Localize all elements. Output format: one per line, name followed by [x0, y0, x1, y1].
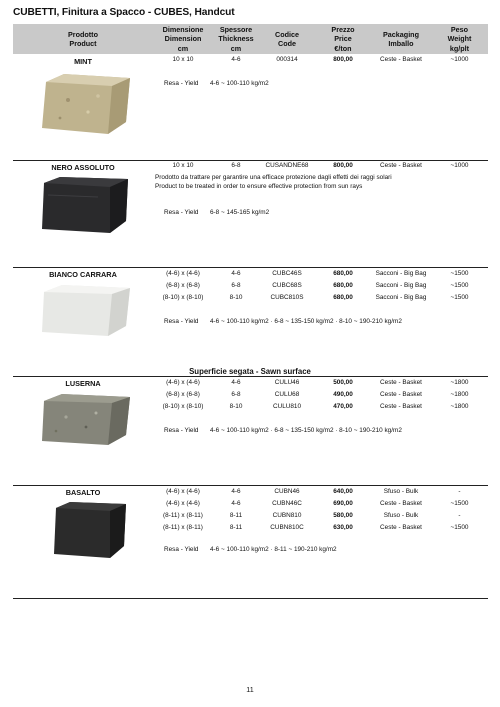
cell-thickness: 4-6 [231, 488, 241, 495]
yield-value: 4-6 ~ 100-110 kg/m2 [210, 80, 269, 87]
cell-weight: ~1500 [450, 500, 469, 507]
cell-price: 500,00 [333, 379, 353, 386]
product-name: BIANCO CARRARA [49, 270, 117, 279]
yield-line [164, 209, 269, 216]
cell-code: CUBC68S [272, 282, 302, 289]
yield-value: 4-6 ~ 100-110 kg/m2 · 6-8 ~ 135-150 kg/m2 · 8-10 ~ 190-210 kg/m2 [210, 318, 402, 325]
cell-weight: ~1500 [450, 524, 469, 531]
cell-thickness: 6-8 [231, 391, 241, 398]
cell-thickness: 8-11 [229, 512, 243, 519]
cell-price: 490,00 [333, 391, 353, 398]
cell-dimension: (4-6) x (4-6) [166, 500, 200, 507]
cell-weight: ~1800 [450, 379, 469, 386]
cell-price: 580,00 [333, 512, 353, 519]
cell-code: CULU810 [272, 403, 302, 410]
cell-code: CUBN46 [274, 488, 300, 495]
cell-dimension: (4-6) x (4-6) [166, 379, 200, 386]
yield-line [164, 318, 402, 325]
cell-dimension: (8-11) x (8-11) [163, 524, 203, 531]
cell-packaging: Ceste - Basket [380, 403, 422, 410]
yield-label: Resa - Yield [164, 209, 199, 216]
cell-price: 800,00 [333, 56, 353, 63]
product-photo-mint [38, 70, 136, 138]
cell-dimension: (8-10) x (8-10) [162, 294, 204, 301]
cell-price: 470,00 [333, 403, 353, 410]
cell-code: CULU68 [274, 391, 300, 398]
cell-price: 630,00 [333, 524, 353, 531]
yield-value: 6-8 ~ 145-165 kg/m2 [210, 209, 270, 216]
product-photo-nero-assoluto [38, 175, 136, 235]
cell-thickness: 4-6 [231, 270, 241, 277]
cell-packaging: Sfuso - Bulk [383, 488, 419, 495]
note-line: Prodotto da trattare per garantire una efficace protezione dagli effetti dei raggi solari [155, 174, 392, 181]
page-title: CUBETTI, Finitura a Spacco - CUBES, Handcut [13, 7, 235, 18]
section-rule [13, 376, 488, 377]
section-subheading: Superficie segata - Sawn surface [189, 367, 311, 376]
yield-label: Resa - Yield [164, 546, 199, 553]
yield-label: Resa - Yield [164, 80, 199, 87]
cell-packaging: Ceste - Basket [380, 500, 422, 507]
cell-packaging: Ceste - Basket [380, 391, 422, 398]
cell-code: CULU46 [274, 379, 300, 386]
product-name: MINT [74, 57, 92, 66]
cell-dimension: (6-8) x (6-8) [166, 282, 200, 289]
cell-price: 800,00 [333, 162, 353, 169]
header-weight: Peso Weight kg/plt [447, 25, 472, 53]
section-rule [13, 267, 488, 268]
yield-value: 4-6 ~ 100-110 kg/m2 · 8-11 ~ 190-210 kg/m2 [210, 546, 337, 553]
cell-packaging: Ceste - Basket [380, 56, 422, 63]
cell-weight: ~1800 [450, 391, 469, 398]
cell-dimension: (4-6) x (4-6) [166, 270, 200, 277]
cell-code: CUBN810 [272, 512, 302, 519]
cell-thickness: 6-8 [231, 162, 241, 169]
section-rule [13, 598, 488, 599]
header-dimension: Dimensione Dimension cm [162, 25, 204, 53]
yield-line [164, 427, 402, 434]
cell-price: 680,00 [333, 294, 353, 301]
yield-label: Resa - Yield [164, 427, 199, 434]
cell-weight: ~1500 [450, 270, 469, 277]
table-header [13, 24, 488, 54]
product-name: LUSERNA [65, 379, 101, 388]
cell-weight: - [458, 512, 461, 519]
yield-line [164, 80, 269, 87]
cell-weight: ~1500 [450, 282, 469, 289]
cell-thickness: 6-8 [231, 282, 241, 289]
yield-line [164, 546, 337, 553]
cell-thickness: 4-6 [231, 56, 241, 63]
cell-packaging: Ceste - Basket [380, 524, 422, 531]
note-line: Product to be treated in order to ensure effective protection from sun rays [155, 182, 363, 190]
cell-weight: ~1800 [450, 403, 469, 410]
cell-dimension: (8-11) x (8-11) [163, 512, 203, 519]
product-photo-bianco-carrara [38, 282, 136, 338]
cell-weight: ~1500 [450, 294, 469, 301]
cell-price: 690,00 [333, 500, 353, 507]
header-packaging: Packaging Imballo [383, 29, 419, 48]
cell-dimension: 10 x 10 [172, 56, 194, 63]
cell-weight: - [458, 488, 461, 495]
cell-packaging: Ceste - Basket [380, 162, 422, 169]
cell-dimension: 10 x 10 [172, 162, 194, 169]
section-rule [13, 485, 488, 486]
cell-packaging: Sacconi - Big Bag [375, 270, 427, 277]
product-name: BASALTO [65, 488, 101, 497]
cell-code: CUBC810S [270, 294, 304, 301]
cell-thickness: 8-10 [229, 403, 243, 410]
product-photo-basalto [50, 500, 132, 560]
header-thickness: Spessore Thickness cm [218, 25, 254, 53]
yield-value: 4-6 ~ 100-110 kg/m2 · 6-8 ~ 135-150 kg/m2 · 8-10 ~ 190-210 kg/m2 [210, 427, 402, 434]
cell-code: CUSANDNE68 [265, 162, 309, 169]
cell-price: 680,00 [333, 282, 353, 289]
cell-thickness: 4-6 [231, 379, 241, 386]
section-rule [13, 160, 488, 161]
cell-code: CUBC46S [272, 270, 302, 277]
cell-price: 640,00 [333, 488, 353, 495]
product-photo-luserna [38, 391, 136, 447]
cell-packaging: Sfuso - Bulk [383, 512, 419, 519]
header-product: Prodotto Product [68, 29, 98, 48]
header-code: Codice Code [275, 29, 299, 48]
cell-code: CUBN46C [272, 500, 302, 507]
cell-dimension: (4-6) x (4-6) [166, 488, 200, 495]
page-number: 11 [246, 685, 254, 694]
cell-thickness: 8-11 [229, 524, 243, 531]
cell-weight: ~1000 [450, 56, 469, 63]
cell-thickness: 4-6 [231, 500, 241, 507]
cell-price: 680,00 [333, 270, 353, 277]
cell-code: 000314 [276, 56, 298, 63]
cell-packaging: Sacconi - Big Bag [375, 294, 427, 301]
cell-weight: ~1000 [450, 162, 469, 169]
cell-thickness: 8-10 [229, 294, 243, 301]
cell-packaging: Sacconi - Big Bag [375, 282, 427, 289]
cell-code: CUBN810C [270, 524, 304, 531]
yield-label: Resa - Yield [164, 318, 199, 325]
cell-dimension: (6-8) x (6-8) [166, 391, 200, 398]
header-price: Prezzo Price €/ton [331, 25, 355, 53]
treatment-note [155, 174, 392, 191]
cell-dimension: (8-10) x (8-10) [162, 403, 204, 410]
cell-packaging: Ceste - Basket [380, 379, 422, 386]
product-name: NERO ASSOLUTO [51, 163, 115, 172]
